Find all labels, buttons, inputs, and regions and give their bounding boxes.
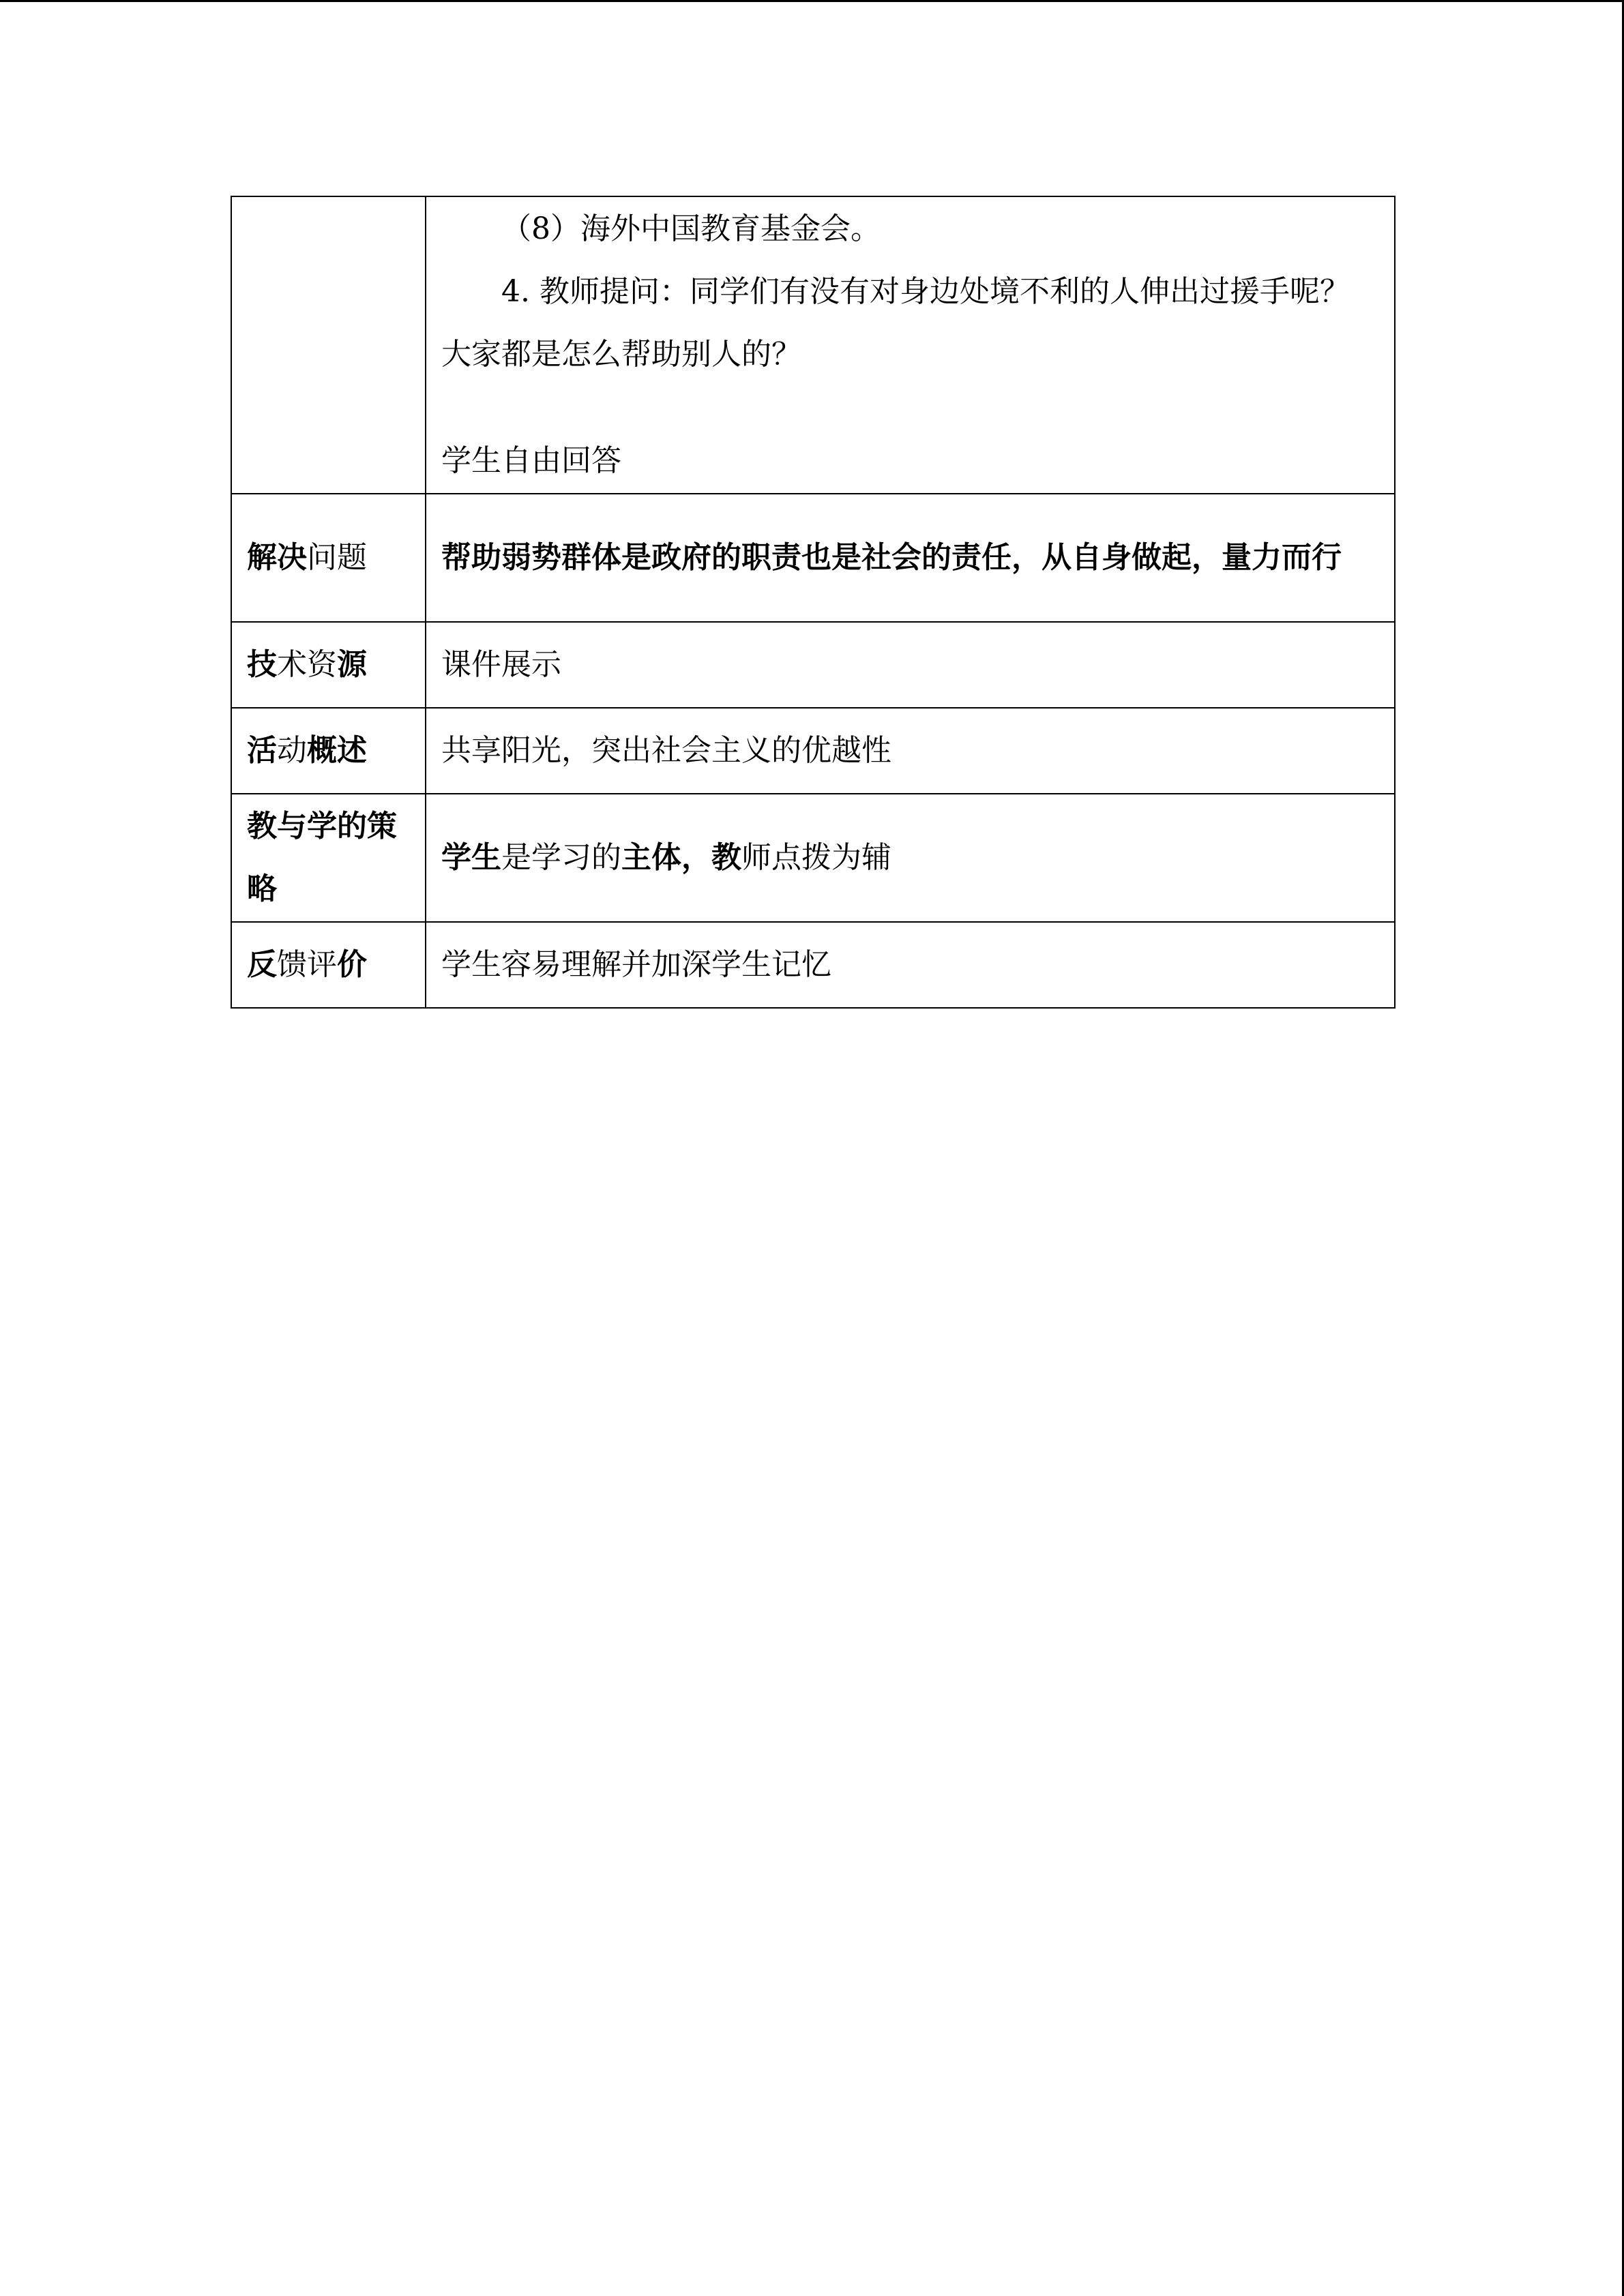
tech-resources-label bbox=[231, 622, 426, 708]
intro-label-cell bbox=[231, 196, 426, 494]
tech-resources-label-bold-2: 源 bbox=[337, 647, 367, 682]
feedback-label-bold-2: 价 bbox=[337, 947, 367, 982]
table-row-feedback bbox=[231, 922, 1395, 1008]
tech-resources-label-regular: 术资 bbox=[277, 647, 337, 682]
tech-resources-content: 课件展示 bbox=[426, 622, 1395, 708]
solve-problem-content: 帮助弱势群体是政府的职责也是社会的责任，从自身做起，量力而行 bbox=[426, 494, 1395, 622]
activity-overview-label-bold-2: 概述 bbox=[307, 733, 367, 768]
table-row-solve-problem bbox=[231, 494, 1395, 622]
strategy-content-part-4: 师点拨为辅 bbox=[741, 840, 891, 875]
intro-item-8: （8）海外中国教育基金会。 bbox=[501, 211, 881, 246]
table-row-strategy bbox=[231, 794, 1395, 922]
table-row-intro bbox=[231, 196, 1395, 494]
feedback-label-bold-1: 反 bbox=[247, 947, 277, 982]
activity-overview-label bbox=[231, 708, 426, 794]
tech-resources-label-bold: 技 bbox=[247, 647, 277, 682]
feedback-content: 学生容易理解并加深学生记忆 bbox=[426, 922, 1395, 1008]
intro-student-response: 学生自由回答 bbox=[441, 443, 621, 478]
activity-overview-content: 共享阳光，突出社会主义的优越性 bbox=[426, 708, 1395, 794]
lesson-plan-table bbox=[231, 196, 1396, 1009]
strategy-content-part-2: 是学习的 bbox=[501, 840, 621, 875]
blank-line bbox=[441, 386, 1379, 430]
strategy-content bbox=[426, 794, 1395, 922]
intro-content-cell bbox=[426, 196, 1395, 494]
table-row-tech-resources bbox=[231, 622, 1395, 708]
strategy-content-part-1: 学生 bbox=[441, 840, 501, 875]
strategy-content-part-3: 主体，教 bbox=[621, 840, 741, 875]
solve-problem-label bbox=[231, 494, 426, 622]
feedback-label bbox=[231, 922, 426, 1008]
solve-problem-label-regular: 问题 bbox=[307, 540, 367, 575]
intro-item-4-teacher-question: 4. 教师提问：同学们有没有对身边处境不利的人伸出过援手呢？大家都是怎么帮助别人的？ bbox=[441, 274, 1350, 372]
table-row-activity-overview bbox=[231, 708, 1395, 794]
feedback-label-regular: 馈评 bbox=[277, 947, 337, 982]
strategy-label: 教与学的策略 bbox=[231, 794, 426, 922]
activity-overview-label-bold-1: 活 bbox=[247, 733, 277, 768]
solve-problem-label-bold: 解决 bbox=[247, 540, 307, 575]
page-top-border bbox=[0, 0, 1624, 2]
activity-overview-label-regular: 动 bbox=[277, 733, 307, 768]
